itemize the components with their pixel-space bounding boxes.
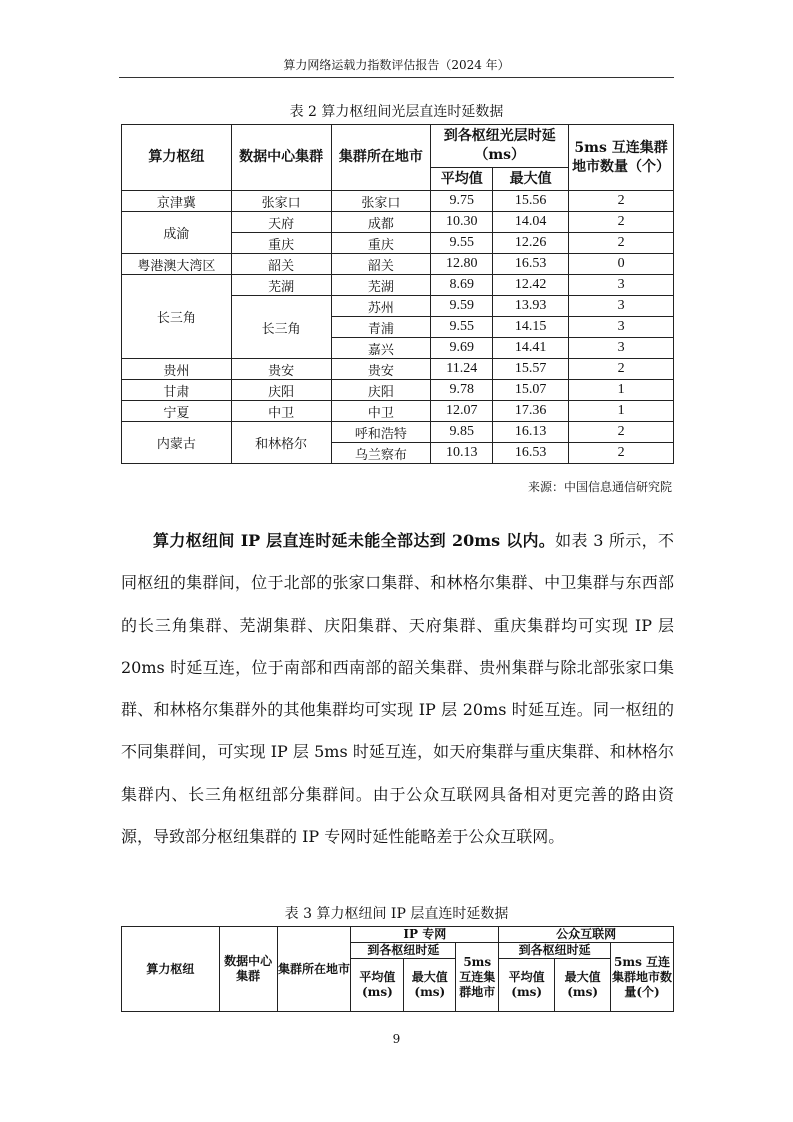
table3-header-public-latency: 到各枢纽时延 [499,943,611,959]
avg-cell: 9.78 [431,380,493,401]
table3-caption: 表 3 算力枢纽间 IP 层直连时延数据 [284,906,509,922]
cluster-cell: 贵安 [231,359,331,380]
table2-source: 来源：中国信息通信研究院 [527,480,672,494]
cluster-cell: 和林格尔 [231,422,331,464]
table-row [122,422,674,443]
city-cell: 芜湖 [331,275,431,296]
count-cell: 3 [569,275,674,296]
hub-cell: 内蒙古 [122,422,232,464]
count-cell: 1 [569,401,674,422]
avg-cell: 9.75 [431,191,493,212]
paragraph-body: 如表 3 所示，不同枢纽的集群间，位于北部的张家口集群、和林格尔集群、中卫集群与东西部的长三角集群、芜湖集群、庆阳集群、天府集群、重庆集群均可实现 IP 层 20ms 时延互连，位于南部和西南部的韶关集群、贵州集群与除北部张家口集群、和林格尔集群外的其他集群均可实现 IP 层 20ms 时延互连。同一枢纽的不同集群间，可实现 IP 层 5ms 时延互连，如天府集群与重庆集群、和林格尔集群内、长三角枢纽部分集群间。由于公众互联网具备相对更完善的路由资源，导致部分枢纽集群的 IP 专网时延性能略差于公众互联网。 [121,531,674,847]
city-cell: 嘉兴 [331,338,431,359]
city-cell: 贵安 [331,359,431,380]
hub-cell: 宁夏 [122,401,232,422]
avg-cell: 11.24 [431,359,493,380]
table3-header-hub: 算力枢纽 [122,927,220,1012]
count-cell: 2 [569,422,674,443]
count-cell: 3 [569,296,674,317]
city-cell: 青浦 [331,317,431,338]
cluster-cell: 长三角 [231,296,331,359]
table-row [122,275,674,296]
table2-caption: 表 2 算力枢纽间光层直连时延数据 [289,104,504,120]
hub-cell: 贵州 [122,359,232,380]
avg-cell: 12.07 [431,401,493,422]
city-cell: 重庆 [331,233,431,254]
table2-header-max: 最大值 [493,168,569,191]
count-cell: 2 [569,212,674,233]
count-cell: 3 [569,338,674,359]
table2-header-latency: 到各枢纽光层时延（ms） [431,125,569,168]
max-cell: 13.93 [493,296,569,317]
table-row [122,212,674,233]
city-cell: 张家口 [331,191,431,212]
city-cell: 苏州 [331,296,431,317]
table-row [122,191,674,212]
table3-header-latency: 到各枢纽时延 [351,943,456,959]
table3-header-city: 集群所在地市 [277,927,351,1012]
avg-cell: 10.30 [431,212,493,233]
count-cell: 2 [569,443,674,464]
table3-header-public-avg: 平均值(ms) [499,959,555,1012]
city-cell: 庆阳 [331,380,431,401]
max-cell: 12.26 [493,233,569,254]
hub-cell: 成渝 [122,212,232,254]
table-row [122,380,674,401]
table-row [122,359,674,380]
table2-header-count: 5ms 互连集群地市数量（个） [569,125,674,191]
count-cell: 2 [569,191,674,212]
cluster-cell: 天府 [231,212,331,233]
city-cell: 中卫 [331,401,431,422]
max-cell: 15.57 [493,359,569,380]
cluster-cell: 芜湖 [231,275,331,296]
table3-header-public-5ms: 5ms 互连集群地市数量(个) [611,943,674,1012]
cluster-cell: 庆阳 [231,380,331,401]
table3-header-ip-5ms: 5ms 互连集群地市 [456,943,499,1012]
table3-header-avg: 平均值(ms) [351,959,404,1012]
cluster-cell: 张家口 [231,191,331,212]
city-cell: 成都 [331,212,431,233]
hub-cell: 京津冀 [122,191,232,212]
page-number: 9 [392,1032,401,1046]
max-cell: 14.15 [493,317,569,338]
count-cell: 2 [569,359,674,380]
max-cell: 12.42 [493,275,569,296]
table3-header-max: 最大值(ms) [404,959,456,1012]
avg-cell: 12.80 [431,254,493,275]
avg-cell: 9.85 [431,422,493,443]
max-cell: 16.13 [493,422,569,443]
count-cell: 3 [569,317,674,338]
max-cell: 16.53 [493,254,569,275]
paragraph-lead: 算力枢纽间 IP 层直连时延未能全部达到 20ms 以内。 [153,531,556,550]
table3-header-ip-private: IP 专网 [351,927,499,943]
table3-header-public-max: 最大值(ms) [555,959,611,1012]
avg-cell: 8.69 [431,275,493,296]
cluster-cell: 重庆 [231,233,331,254]
table2-header-avg: 平均值 [431,168,493,191]
max-cell: 17.36 [493,401,569,422]
count-cell: 1 [569,380,674,401]
table-row [122,401,674,422]
body-paragraph [121,520,674,858]
running-header: 算力网络运载力指数评估报告（2024 年） [119,56,674,78]
max-cell: 15.56 [493,191,569,212]
hub-cell: 甘肃 [122,380,232,401]
count-cell: 2 [569,233,674,254]
table2-header-cluster: 数据中心集群 [231,125,331,191]
city-cell: 乌兰察布 [331,443,431,464]
hub-cell: 粤港澳大湾区 [122,254,232,275]
table3 [121,926,674,1012]
hub-cell: 长三角 [122,275,232,359]
avg-cell: 10.13 [431,443,493,464]
cluster-cell: 韶关 [231,254,331,275]
cluster-cell: 中卫 [231,401,331,422]
avg-cell: 9.69 [431,338,493,359]
max-cell: 16.53 [493,443,569,464]
table-row [122,254,674,275]
table2-header-city: 集群所在地市 [331,125,431,191]
city-cell: 韶关 [331,254,431,275]
city-cell: 呼和浩特 [331,422,431,443]
max-cell: 14.41 [493,338,569,359]
max-cell: 15.07 [493,380,569,401]
table2 [121,124,674,464]
avg-cell: 9.55 [431,233,493,254]
table3-header-public: 公众互联网 [499,927,674,943]
table2-header-hub: 算力枢纽 [122,125,232,191]
avg-cell: 9.59 [431,296,493,317]
max-cell: 14.04 [493,212,569,233]
table3-header-cluster: 数据中心集群 [219,927,277,1012]
avg-cell: 9.55 [431,317,493,338]
count-cell: 0 [569,254,674,275]
